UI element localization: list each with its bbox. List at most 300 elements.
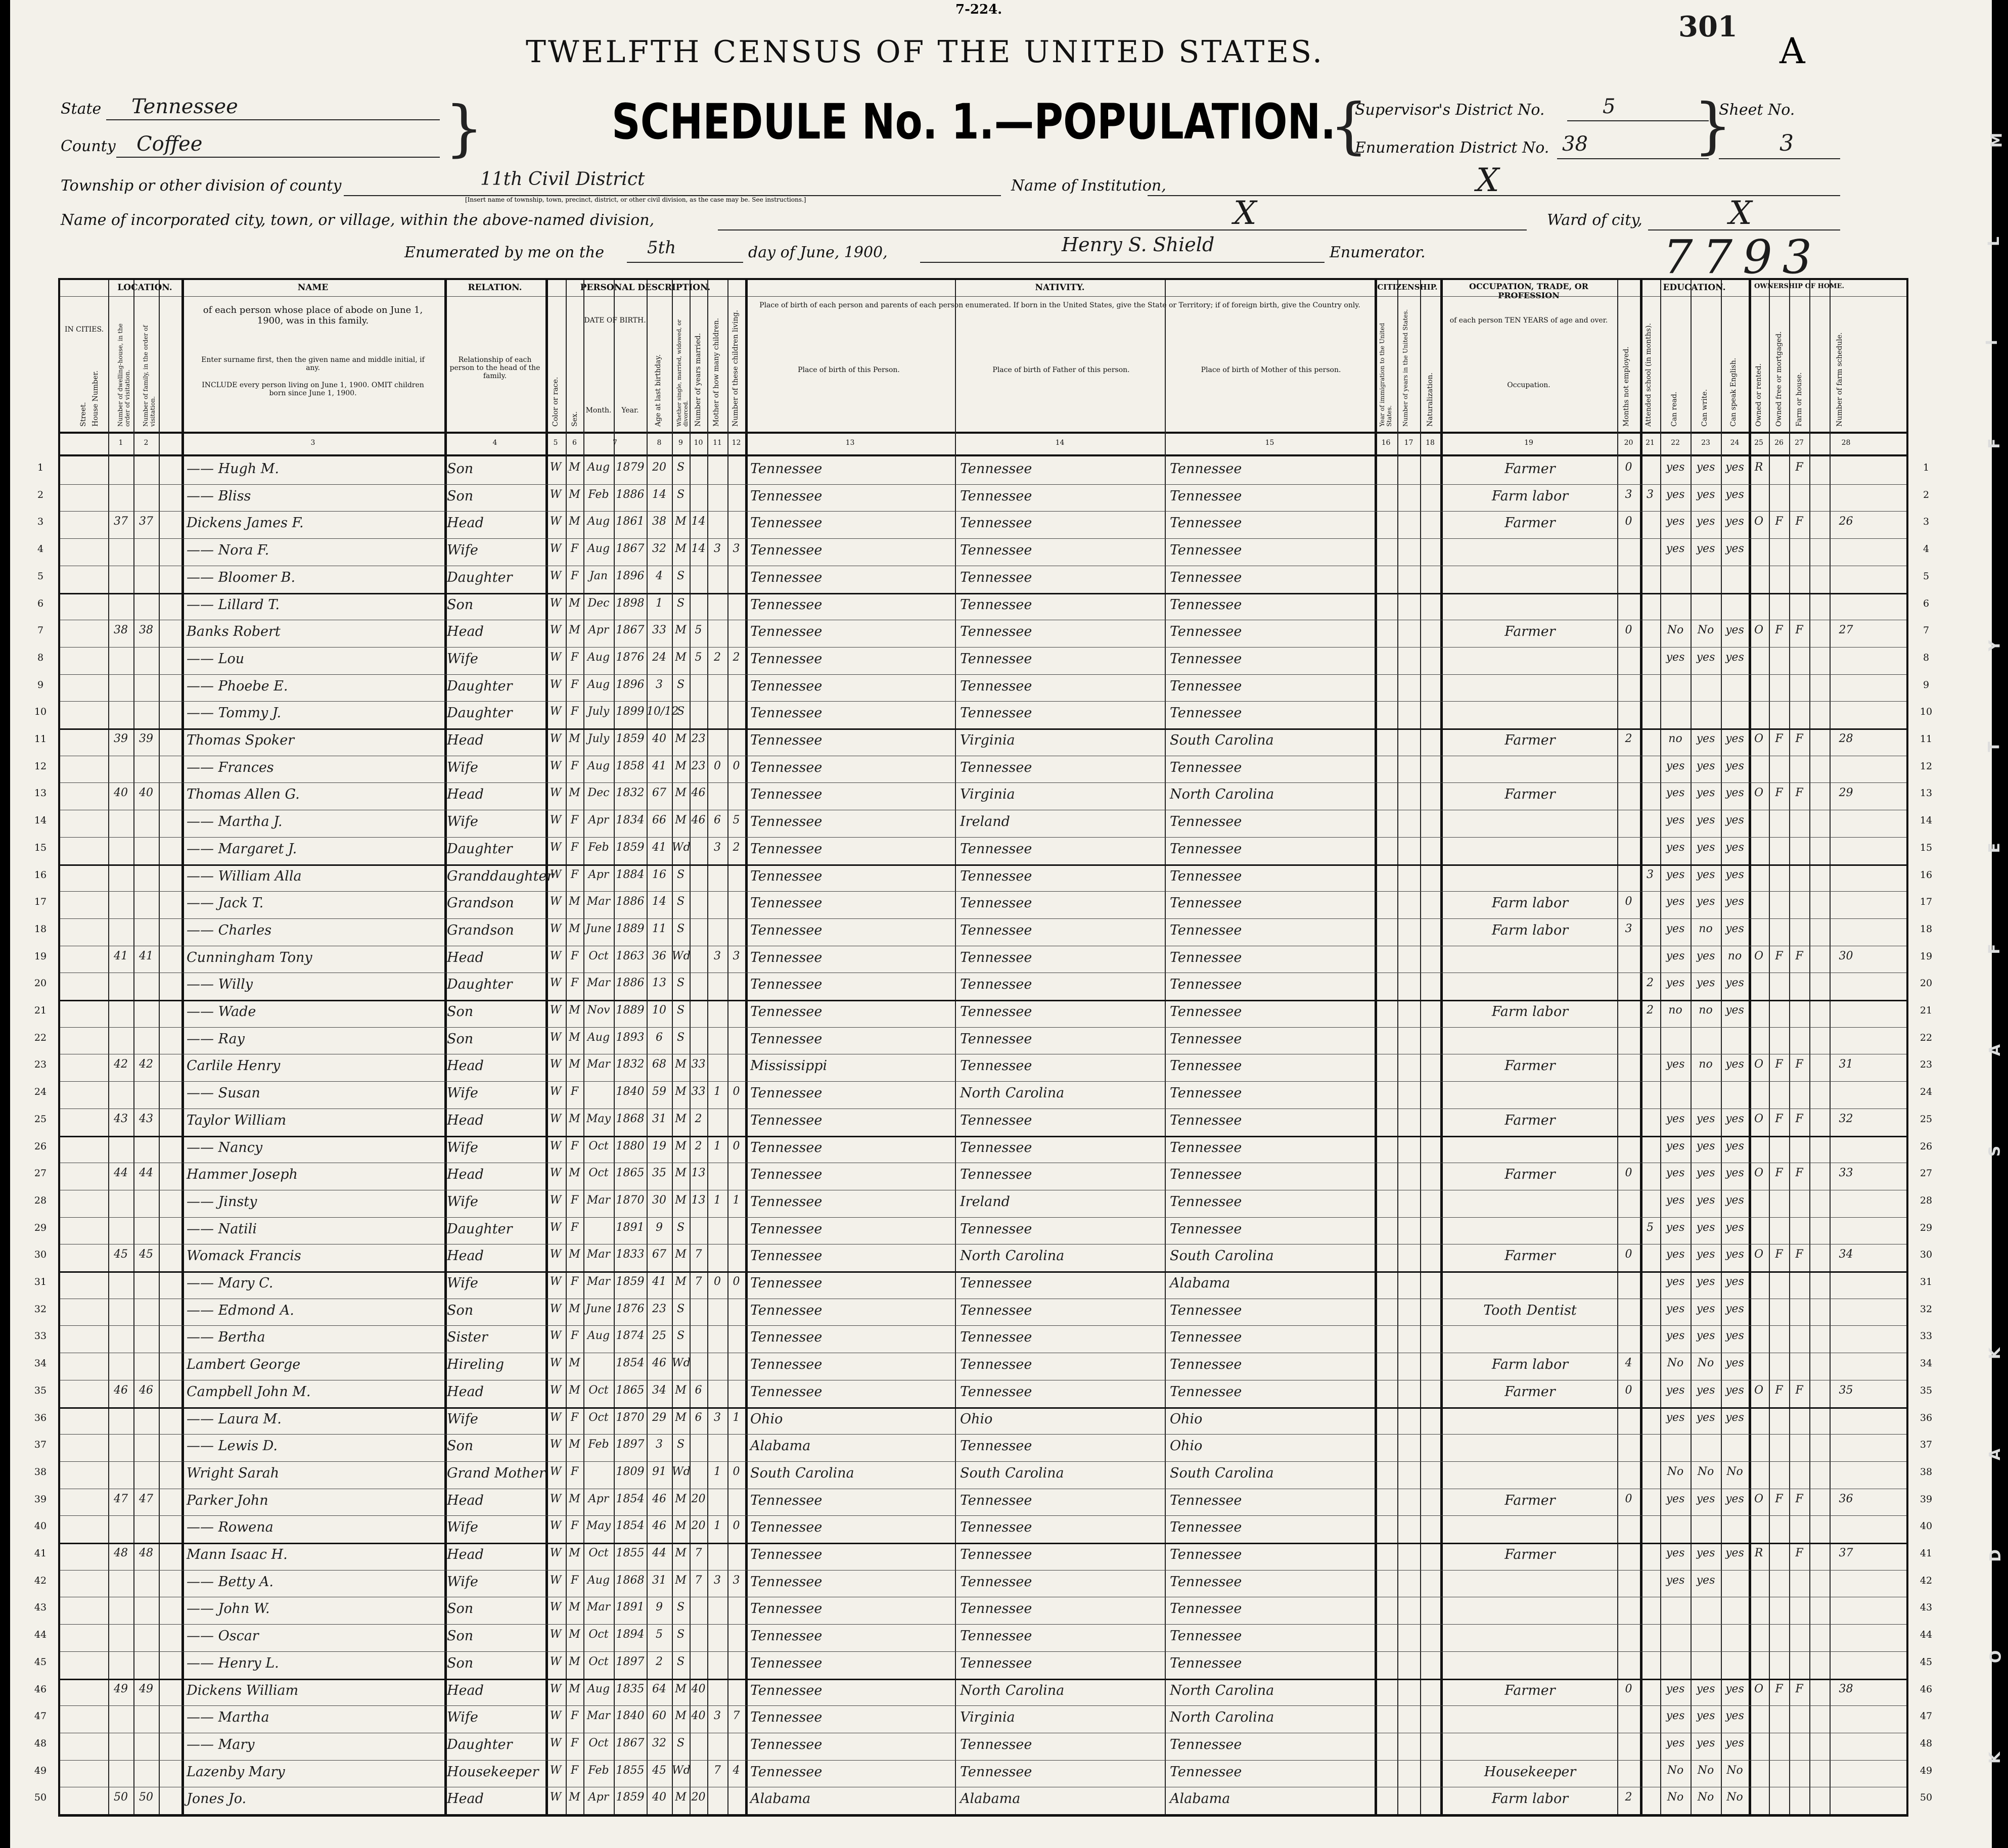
- row-number: 15: [34, 842, 47, 853]
- cell-fh: F: [1795, 1682, 1803, 1695]
- cell-rd: yes: [1666, 1547, 1685, 1559]
- cell-age: 38: [652, 515, 666, 528]
- cell-mot: South Carolina: [1170, 732, 1274, 748]
- film-edge-letter: F: [1985, 438, 2003, 449]
- farm-schedule-label: Number of farm schedule.: [1836, 332, 1844, 427]
- cell-fam: 49: [139, 1682, 153, 1695]
- cell-rel: Wife: [447, 1139, 478, 1156]
- cell-ym: 5: [695, 651, 702, 664]
- cell-age: 34: [652, 1383, 666, 1397]
- cell-sex: F: [570, 678, 579, 691]
- cell-mar: M: [675, 814, 687, 827]
- cell-name: —— Mary: [187, 1736, 255, 1752]
- cell-occ: Farmer: [1504, 732, 1556, 748]
- row-number: 23: [1920, 1059, 1933, 1071]
- cell-rd: yes: [1666, 787, 1685, 800]
- cell-name: —— Nancy: [187, 1139, 263, 1156]
- cell-age: 16: [652, 868, 666, 881]
- cell-rel: Head: [447, 1167, 484, 1183]
- cell-col: W: [550, 1329, 562, 1343]
- house-number-label: House Number.: [92, 371, 100, 427]
- cell-mot: Alabama: [1170, 1275, 1230, 1291]
- cell-cl: 0: [733, 1139, 740, 1152]
- cell-occ: Farmer: [1504, 1383, 1556, 1400]
- cell-name: Womack Francis: [187, 1248, 301, 1264]
- cell-fm: F: [1775, 1492, 1783, 1505]
- naturalization-label: Naturalization.: [1426, 373, 1434, 427]
- cell-age: 68: [652, 1058, 666, 1071]
- row-number: 6: [37, 597, 44, 609]
- cell-rd: yes: [1666, 1492, 1685, 1505]
- cell-cl: 0: [733, 1085, 740, 1098]
- cell-rd: no: [1668, 1004, 1682, 1017]
- state-value: Tennessee: [131, 95, 238, 118]
- row-number: 1: [1923, 462, 1930, 473]
- cell-dw: 50: [114, 1791, 128, 1804]
- cell-cl: 0: [733, 1275, 740, 1288]
- cell-mon: Aug: [587, 1574, 610, 1587]
- cell-mne: 0: [1625, 624, 1632, 637]
- cell-rel: Son: [447, 1628, 474, 1644]
- film-edge-letter: K: [1986, 1347, 2004, 1360]
- cell-age: 46: [652, 1492, 666, 1505]
- cell-mar: S: [676, 1004, 685, 1017]
- county-value: Coffee: [136, 132, 203, 156]
- cell-fat: Tennessee: [960, 1357, 1032, 1373]
- cell-yr: 1898: [616, 596, 645, 610]
- row-number: 7: [37, 625, 44, 636]
- cell-name: —— Rowena: [187, 1519, 273, 1536]
- cell-fat: Tennessee: [960, 596, 1032, 613]
- cell-yr: 1855: [616, 1547, 645, 1559]
- row-number: 3: [37, 516, 44, 528]
- cell-sex: F: [570, 868, 579, 881]
- cell-name: —— Tommy J.: [187, 705, 282, 721]
- cell-yr: 1896: [616, 569, 645, 582]
- cell-wr: yes: [1696, 1112, 1715, 1125]
- cell-fat: Tennessee: [960, 705, 1032, 721]
- cell-mar: S: [676, 1628, 685, 1641]
- cell-fh: F: [1795, 624, 1803, 637]
- cell-sch: 3: [1647, 488, 1654, 501]
- cell-mot: South Carolina: [1170, 1248, 1274, 1264]
- cell-fam: 45: [139, 1248, 153, 1261]
- group-relation: RELATION.: [468, 283, 522, 293]
- cell-pob: Tennessee: [750, 705, 823, 721]
- cell-mar: S: [676, 1601, 685, 1614]
- row-number: 28: [34, 1194, 47, 1206]
- cell-wr: yes: [1696, 1492, 1715, 1505]
- cell-col: W: [550, 759, 562, 772]
- relation-desc: Relationship of each person to the head of the family.: [449, 356, 540, 381]
- cell-mot: Tennessee: [1170, 1547, 1242, 1562]
- cell-sex: F: [570, 1329, 579, 1343]
- cell-fat: Tennessee: [960, 1655, 1032, 1671]
- cell-rel: Daughter: [447, 1736, 513, 1752]
- column-number: 16: [1381, 439, 1391, 447]
- row-number: 10: [1920, 706, 1933, 718]
- cell-wr: No: [1697, 1764, 1714, 1777]
- cell-fat: North Carolina: [960, 1682, 1065, 1698]
- cell-sex: F: [570, 1193, 579, 1207]
- column-number: 13: [845, 439, 855, 447]
- row-number: 3: [1923, 516, 1930, 528]
- pob-father: Place of birth of Father of this person.: [992, 366, 1130, 374]
- cell-rel: Head: [447, 1547, 484, 1562]
- cell-rd: yes: [1666, 1112, 1685, 1125]
- cell-age: 44: [652, 1547, 666, 1559]
- row-number: 39: [34, 1493, 47, 1505]
- cell-name: Thomas Allen G.: [187, 787, 300, 803]
- cell-fat: Tennessee: [960, 1601, 1032, 1617]
- cell-sp: yes: [1725, 1736, 1744, 1749]
- cell-sp: yes: [1725, 488, 1744, 501]
- cell-sp: yes: [1725, 1492, 1744, 1505]
- column-number: 4: [492, 439, 497, 447]
- row-number: 21: [34, 1005, 47, 1016]
- cell-rd: yes: [1666, 488, 1685, 501]
- cell-pob: Tennessee: [750, 841, 823, 857]
- pob-person: Place of birth of this Person.: [798, 366, 900, 374]
- cell-yr: 1834: [616, 814, 645, 827]
- group-education: EDUCATION.: [1663, 283, 1726, 293]
- cell-ym: 40: [691, 1710, 706, 1723]
- column-number: 7: [613, 439, 617, 447]
- cell-mon: Oct: [588, 1383, 609, 1397]
- cell-sex: F: [570, 1710, 579, 1723]
- row-number: 16: [34, 869, 47, 881]
- month-label: Month.: [585, 406, 612, 414]
- cell-sch: 2: [1647, 1004, 1654, 1017]
- cell-pob: Tennessee: [750, 949, 823, 965]
- row-number: 48: [34, 1737, 47, 1749]
- cell-occ: Farmer: [1504, 624, 1556, 640]
- cell-mon: June: [585, 1302, 612, 1315]
- cell-rd: yes: [1666, 1574, 1685, 1587]
- cell-age: 41: [652, 841, 666, 854]
- cell-fm: F: [1775, 624, 1783, 637]
- cell-mar: M: [675, 1112, 687, 1125]
- cell-ym: 13: [691, 1167, 706, 1180]
- cell-col: W: [550, 868, 562, 881]
- cell-mot: Tennessee: [1170, 1221, 1242, 1237]
- cell-age: 3: [656, 678, 663, 691]
- cell-pob: Alabama: [750, 1791, 811, 1807]
- cell-col: W: [550, 1221, 562, 1234]
- township-value: 11th Civil District: [480, 169, 645, 190]
- cell-dw: 38: [114, 624, 128, 637]
- cell-sex: F: [570, 1519, 579, 1533]
- cell-pob: Tennessee: [750, 759, 823, 775]
- cell-occ: Farmer: [1504, 1058, 1556, 1074]
- cell-sex: M: [569, 1248, 580, 1261]
- cell-col: W: [550, 1357, 562, 1370]
- film-edge-letter: D: [1986, 1549, 2004, 1562]
- cell-fat: Tennessee: [960, 922, 1032, 938]
- cell-cl: 5: [733, 814, 740, 827]
- cell-age: 10/12: [647, 705, 679, 718]
- cell-mc: 0: [714, 759, 721, 772]
- film-edge-letter: M: [1988, 132, 2006, 148]
- cell-rd: yes: [1666, 841, 1685, 854]
- cell-mne: 4: [1625, 1357, 1632, 1370]
- cell-col: W: [550, 1492, 562, 1505]
- cell-mon: Aug: [587, 1031, 610, 1044]
- sheet-value: 3: [1779, 130, 1794, 156]
- cell-pob: Tennessee: [750, 678, 823, 694]
- cell-own: O: [1754, 1492, 1764, 1505]
- cell-fat: Tennessee: [960, 1275, 1032, 1291]
- cell-pob: Tennessee: [750, 1492, 823, 1508]
- cell-cl: 3: [733, 949, 740, 962]
- cell-mar: S: [676, 596, 685, 610]
- cell-mon: Aug: [587, 678, 610, 691]
- row-number: 50: [34, 1792, 47, 1804]
- cell-sex: M: [569, 1357, 580, 1370]
- group-citizenship: CITIZENSHIP.: [1377, 283, 1438, 292]
- cell-age: 67: [652, 1248, 666, 1261]
- cell-mar: M: [675, 1193, 687, 1207]
- cell-name: Thomas Spoker: [187, 732, 295, 748]
- cell-fat: Tennessee: [960, 1519, 1032, 1536]
- cell-pob: Tennessee: [750, 1329, 823, 1346]
- cell-mot: South Carolina: [1170, 1465, 1274, 1481]
- cell-occ: Farm labor: [1491, 922, 1569, 938]
- row-number: 29: [1920, 1222, 1933, 1233]
- ward-label: Ward of city,: [1547, 211, 1642, 229]
- cell-sp: yes: [1725, 1383, 1744, 1397]
- row-number: 37: [34, 1439, 47, 1451]
- cell-age: 5: [656, 1628, 663, 1641]
- cell-wr: No: [1697, 1357, 1714, 1370]
- cell-own: O: [1754, 1058, 1764, 1071]
- cell-mon: May: [586, 1112, 611, 1125]
- cell-mon: Oct: [588, 1736, 609, 1749]
- row-number: 46: [34, 1683, 47, 1695]
- row-number: 47: [1920, 1711, 1933, 1722]
- cell-yr: 1854: [616, 1357, 645, 1370]
- cell-sp: yes: [1725, 1275, 1744, 1288]
- cell-sex: F: [570, 949, 579, 962]
- cell-age: 14: [652, 488, 666, 501]
- cell-yr: 1899: [616, 705, 645, 718]
- ward-value: X: [1729, 195, 1752, 232]
- cell-mon: June: [585, 922, 612, 935]
- cell-mar: S: [676, 569, 685, 582]
- cell-fat: Tennessee: [960, 569, 1032, 585]
- cell-fh: F: [1795, 949, 1803, 962]
- cell-age: 24: [652, 651, 666, 664]
- cell-fh: F: [1795, 1547, 1803, 1559]
- cell-wr: yes: [1696, 1574, 1715, 1587]
- cell-fm: F: [1775, 1248, 1783, 1261]
- cell-pob: Tennessee: [750, 1736, 823, 1752]
- cell-fat: Ireland: [960, 814, 1010, 830]
- cell-age: 40: [652, 732, 666, 745]
- cell-fat: Ohio: [960, 1411, 993, 1427]
- cell-yr: 1865: [616, 1383, 645, 1397]
- cell-wr: yes: [1696, 1710, 1715, 1723]
- cell-rel: Daughter: [447, 977, 513, 993]
- city-value: X: [1234, 195, 1257, 232]
- cell-rel: Daughter: [447, 1221, 513, 1237]
- cell-yr: 1868: [616, 1112, 645, 1125]
- cell-ym: 6: [695, 1411, 702, 1424]
- cell-name: —— Nora F.: [187, 542, 269, 559]
- cell-dw: 41: [114, 949, 128, 962]
- cell-mon: Mar: [586, 895, 611, 908]
- cell-col: W: [550, 814, 562, 827]
- cell-mot: Tennessee: [1170, 841, 1242, 857]
- cell-col: W: [550, 542, 562, 556]
- cell-mon: Aug: [587, 515, 610, 528]
- cell-dw: 43: [114, 1112, 128, 1125]
- cell-mar: S: [676, 678, 685, 691]
- cell-sp: no: [1727, 949, 1742, 962]
- film-edge-letter: O: [1987, 1650, 2005, 1664]
- cell-age: 46: [652, 1519, 666, 1533]
- cell-sp: yes: [1725, 868, 1744, 881]
- cell-sex: F: [570, 1085, 579, 1098]
- cell-fs: 30: [1839, 949, 1853, 962]
- cell-ym: 20: [691, 1519, 706, 1533]
- row-number: 13: [1920, 788, 1933, 799]
- cell-age: 35: [652, 1167, 666, 1180]
- cell-sp: yes: [1725, 1411, 1744, 1424]
- cell-age: 45: [652, 1764, 666, 1777]
- cell-sp: yes: [1725, 732, 1744, 745]
- cell-rel: Son: [447, 461, 474, 477]
- cell-mot: Tennessee: [1170, 678, 1242, 694]
- cell-mar: S: [676, 1438, 685, 1451]
- cell-ym: 6: [695, 1383, 702, 1397]
- cell-mot: Tennessee: [1170, 1058, 1242, 1074]
- cell-sex: F: [570, 1139, 579, 1152]
- cell-name: —— Lewis D.: [187, 1438, 278, 1454]
- cell-yr: 1867: [616, 624, 645, 637]
- row-number: 41: [34, 1548, 47, 1559]
- cell-name: Cunningham Tony: [187, 949, 312, 965]
- enumerated-day: 5th: [647, 238, 676, 258]
- cell-fat: Tennessee: [960, 1736, 1032, 1752]
- cell-ym: 20: [691, 1492, 706, 1505]
- cell-occ: Farmer: [1504, 1248, 1556, 1264]
- cell-wr: yes: [1696, 1193, 1715, 1207]
- cell-fm: F: [1775, 1167, 1783, 1180]
- cell-mot: North Carolina: [1170, 1710, 1274, 1726]
- census-title: TWELFTH CENSUS OF THE UNITED STATES.: [526, 34, 1325, 70]
- cell-mon: July: [587, 705, 610, 718]
- row-number: 42: [1920, 1575, 1933, 1586]
- cell-fat: Tennessee: [960, 841, 1032, 857]
- cell-yr: 1858: [616, 759, 645, 772]
- column-number: 2: [144, 439, 149, 447]
- cell-age: 2: [656, 1655, 663, 1668]
- cell-dw: 37: [114, 515, 128, 528]
- row-number: 7: [1923, 625, 1930, 636]
- cell-mar: S: [676, 1031, 685, 1044]
- years-married-label: Number of years married.: [694, 333, 702, 427]
- cell-sex: M: [569, 596, 580, 610]
- cell-mot: Tennessee: [1170, 949, 1242, 965]
- cell-rd: yes: [1666, 515, 1685, 528]
- cell-wr: yes: [1696, 949, 1715, 962]
- cell-wr: yes: [1696, 1275, 1715, 1288]
- cell-sp: yes: [1725, 624, 1744, 637]
- cell-yr: 1861: [616, 515, 645, 528]
- row-number: 5: [1923, 570, 1930, 582]
- cell-mot: Tennessee: [1170, 1031, 1242, 1047]
- enumerated-month: day of June, 1900,: [748, 244, 888, 261]
- cell-wr: no: [1699, 1058, 1713, 1071]
- cell-yr: 1896: [616, 678, 645, 691]
- cell-mar: M: [675, 1248, 687, 1261]
- cell-name: Mann Isaac H.: [187, 1547, 288, 1562]
- free-mortgaged-label: Owned free or mortgaged.: [1775, 331, 1783, 427]
- cell-age: 6: [656, 1031, 663, 1044]
- cell-rel: Son: [447, 596, 474, 613]
- cell-rd: yes: [1666, 977, 1685, 990]
- schedule-title: SCHEDULE No. 1.—POPULATION.: [612, 94, 1336, 150]
- row-number: 27: [34, 1168, 47, 1179]
- cell-mc: 1: [714, 1519, 721, 1533]
- cell-wr: no: [1699, 922, 1713, 935]
- cell-yr: 1874: [616, 1329, 645, 1343]
- cell-wr: yes: [1696, 542, 1715, 556]
- cell-pob: Tennessee: [750, 1710, 823, 1726]
- cell-mar: M: [675, 1275, 687, 1288]
- cell-name: —— Henry L.: [187, 1655, 279, 1671]
- cell-sp: yes: [1725, 1058, 1744, 1071]
- cell-wr: yes: [1696, 1167, 1715, 1180]
- cell-name: —— Margaret J.: [187, 841, 297, 857]
- cell-fam: 44: [139, 1167, 153, 1180]
- cell-col: W: [550, 1628, 562, 1641]
- cell-rel: Head: [447, 515, 484, 531]
- cell-age: 14: [652, 895, 666, 908]
- cell-wr: yes: [1696, 1139, 1715, 1152]
- cell-sp: No: [1726, 1465, 1743, 1478]
- column-number: 25: [1754, 439, 1763, 447]
- cell-col: W: [550, 1411, 562, 1424]
- cell-rel: Head: [447, 1791, 484, 1807]
- cell-age: 9: [656, 1601, 663, 1614]
- cell-rd: yes: [1666, 1167, 1685, 1180]
- cell-fm: F: [1775, 1112, 1783, 1125]
- cell-fh: F: [1795, 1383, 1803, 1397]
- cell-fat: Tennessee: [960, 1031, 1032, 1047]
- cell-cl: 2: [733, 651, 740, 664]
- cell-rel: Daughter: [447, 705, 513, 721]
- months-not-employed-label: Months not employed.: [1622, 346, 1630, 427]
- page-stamp: 301: [1678, 10, 1738, 43]
- cell-col: W: [550, 1139, 562, 1152]
- cell-wr: yes: [1696, 1221, 1715, 1234]
- city-label: Name of incorporated city, town, or village, within the above-named division,: [61, 211, 655, 229]
- county-label: County: [61, 137, 116, 155]
- cell-mot: Tennessee: [1170, 488, 1242, 504]
- cell-sex: M: [569, 624, 580, 637]
- cell-fs: 33: [1839, 1167, 1853, 1180]
- occupation-desc: of each person TEN YEARS of age and over.: [1449, 316, 1608, 325]
- cell-wr: yes: [1696, 1736, 1715, 1749]
- row-number: 34: [1920, 1358, 1933, 1369]
- cell-mne: 2: [1625, 732, 1632, 745]
- cell-cl: 0: [733, 1519, 740, 1533]
- cell-mot: Tennessee: [1170, 977, 1242, 993]
- cell-pob: Tennessee: [750, 515, 823, 531]
- cell-yr: 1886: [616, 488, 645, 501]
